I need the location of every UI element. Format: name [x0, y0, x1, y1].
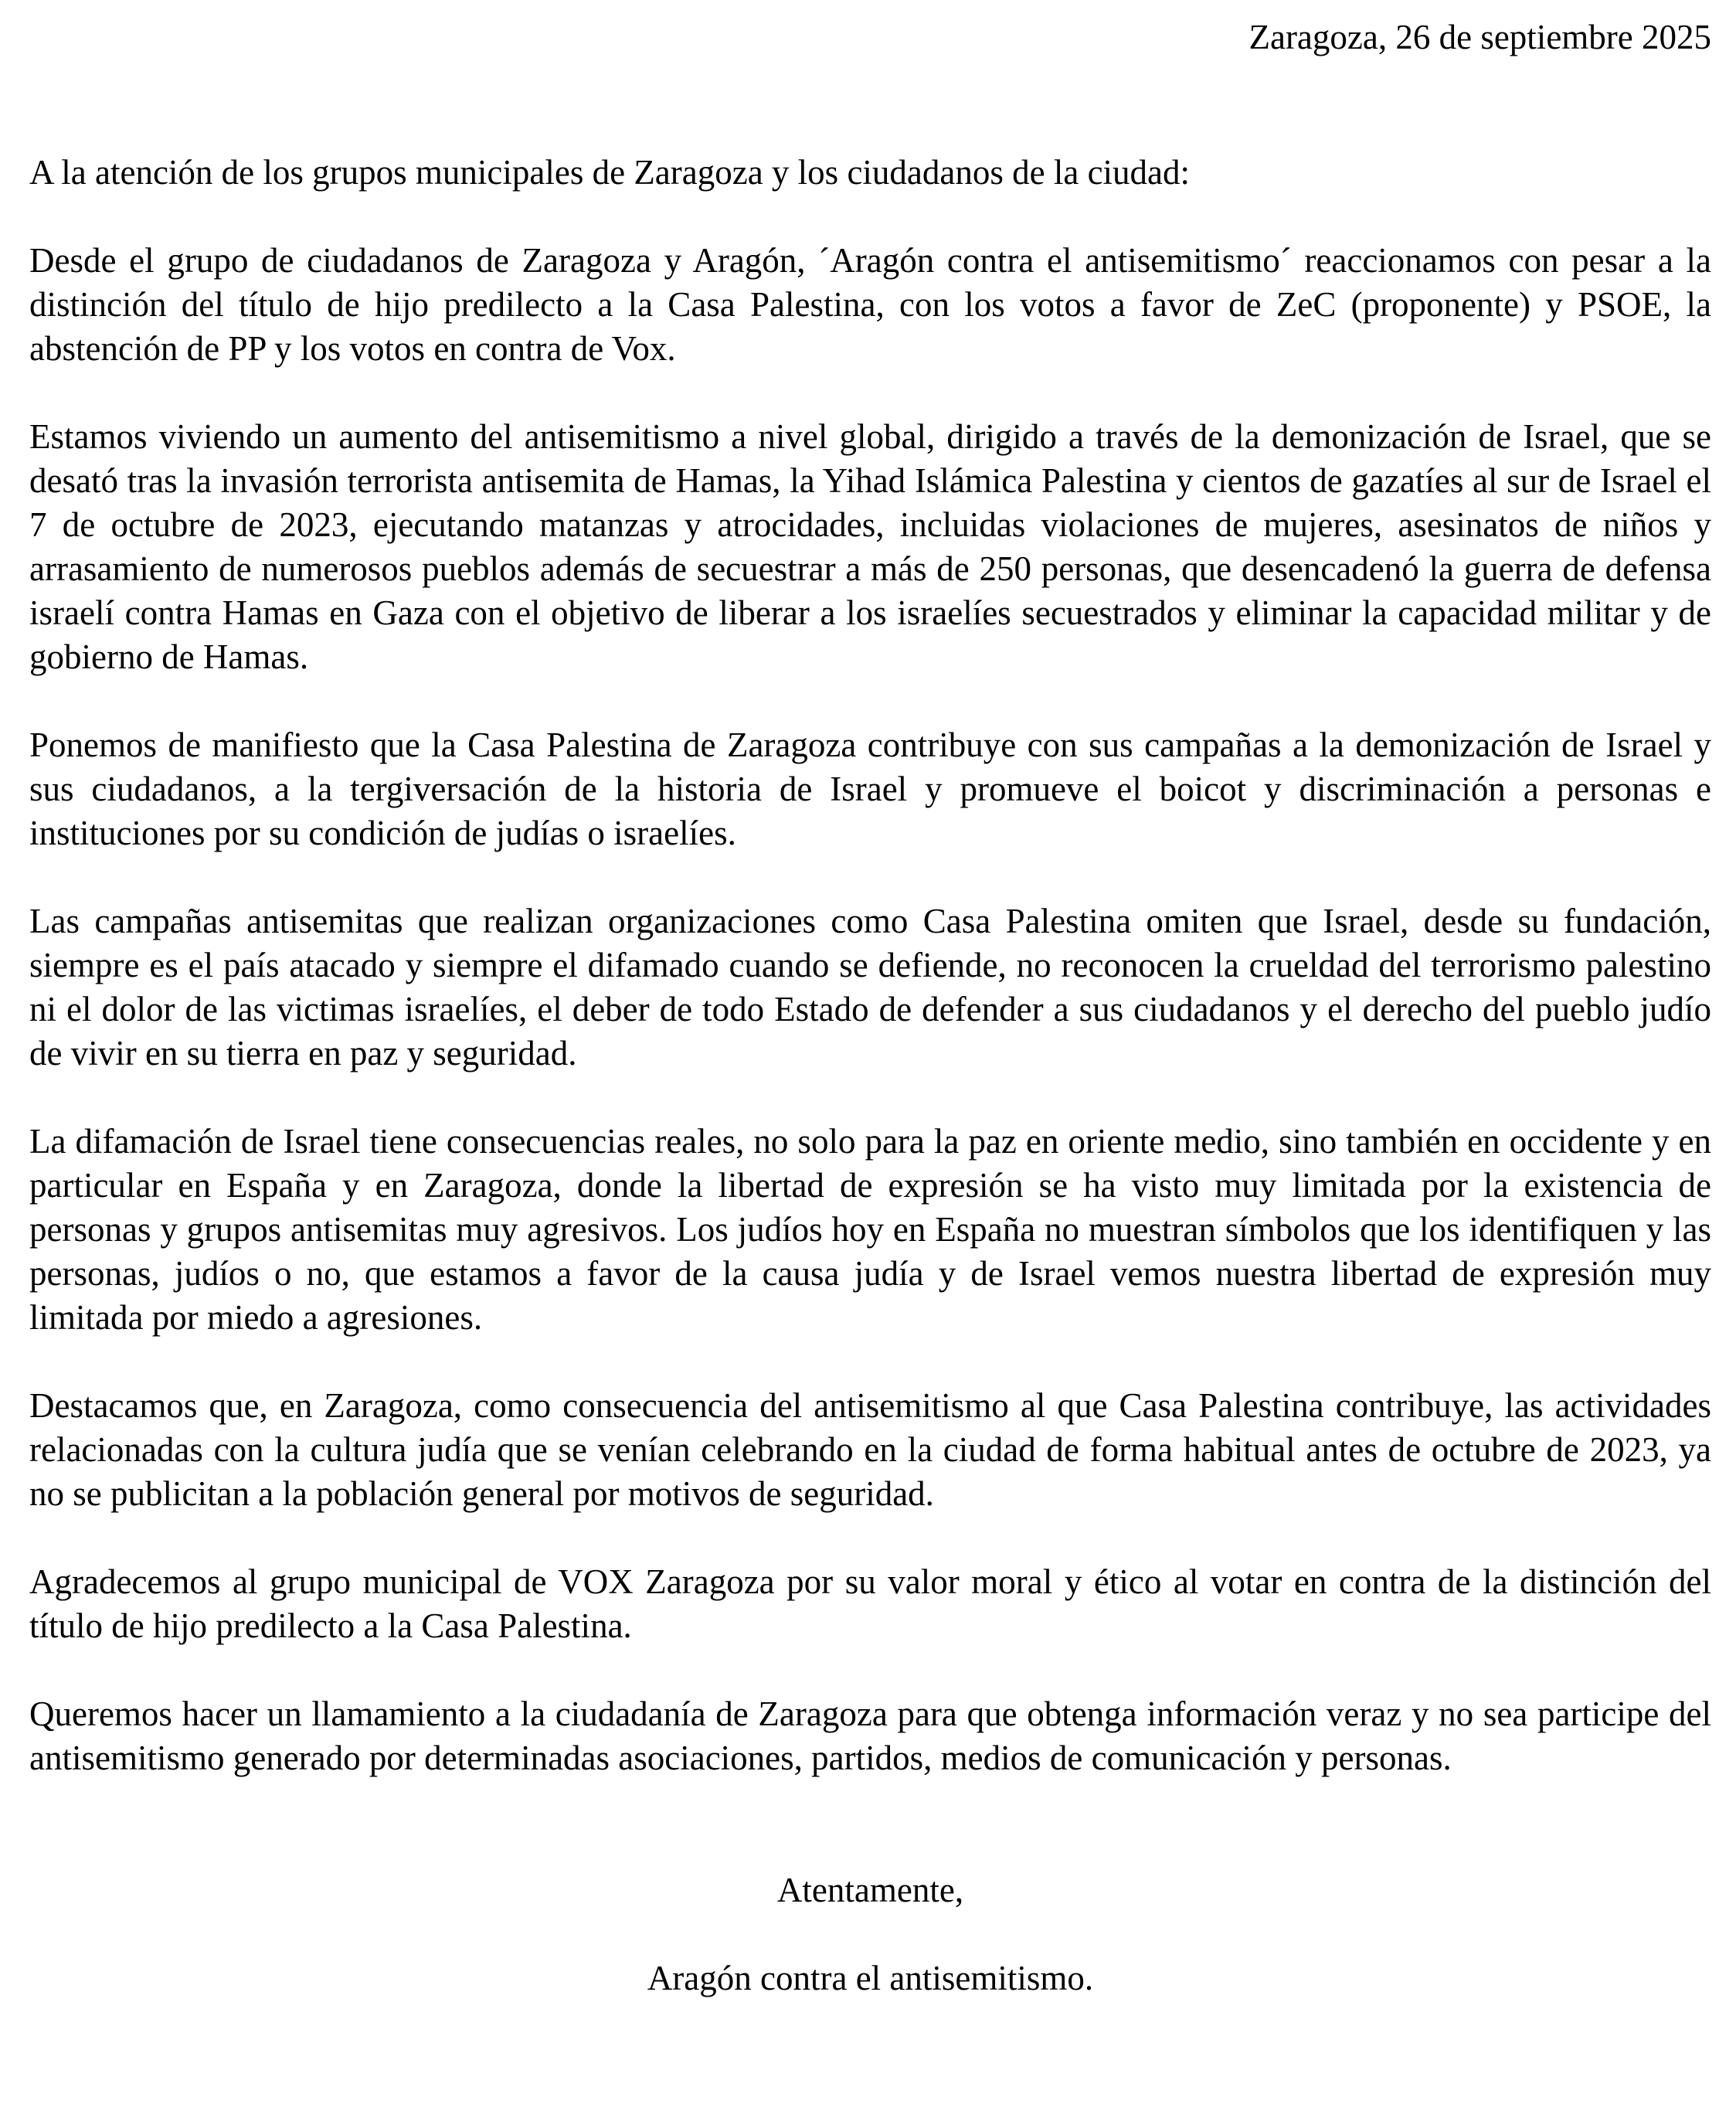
paragraph-thanks-vox: Agradecemos al grupo municipal de VOX Zaragoza por su valor moral y ético al votar en contra de la distinción del título de hijo predilecto a la Casa Palestina.: [29, 1562, 1711, 1645]
paragraph-zaragoza-activities: Destacamos que, en Zaragoza, como consecuencia del antisemitismo al que Casa Palestina contribuye, las actividades relacionadas con la cultura judía que se venían celebrando en la ciudad de forma habitual antes de octubre de 2023, ya no se publicitan a la población general por motivos de seguridad.: [29, 1386, 1711, 1513]
closing: Atentamente,: [776, 1871, 964, 1909]
salutation: A la atención de los grupos municipales de Zaragoza y los ciudadanos de la ciudad:: [29, 153, 1191, 192]
paragraph-call-to-citizens: Queremos hacer un llamamiento a la ciudadanía de Zaragoza para que obtenga información veraz y no sea participe del antisemitismo generado por determinadas asociaciones, partidos, medios de comunicación y personas.: [29, 1695, 1711, 1777]
paragraph-reaction-vote: Desde el grupo de ciudadanos de Zaragoza y Aragón, ´Aragón contra el antisemitismo´ reaccionamos con pesar a la distinción del título de hijo predilecto a la Casa Palestina, con los votos a favor de ZeC (proponente) y PSOE, la abstención de PP y los votos en contra de Vox.: [29, 241, 1711, 368]
paragraph-consequences: La difamación de Israel tiene consecuencias reales, no solo para la paz en oriente medio, sino también en occidente y en particular en España y en Zaragoza, donde la libertad de expresión se ha visto muy limitada por la existencia de personas y grupos antisemitas muy agresivos. Los judíos hoy en España no muestran símbolos que los identifiquen y las personas, judíos o no, que estamos a favor de la causa judía y de Israel vemos nuestra libertad de expresión muy limitada por miedo a agresiones.: [29, 1122, 1711, 1337]
date-line: Zaragoza, 26 de septiembre 2025: [1248, 18, 1711, 56]
paragraph-global-antisemitism: Estamos viviendo un aumento del antisemitismo a nivel global, dirigido a través de la demonización de Israel, que se desató tras la invasión terrorista antisemita de Hamas, la Yihad Islámica Palestina y cientos de gazatíes al sur de Israel el 7 de octubre de 2023, ejecutando matanzas y atrocidades, incluidas violaciones de mujeres, asesinatos de niños y arrasamiento de numerosos pueblos además de secuestrar a más de 250 personas, que desencadenó la guerra de defensa israelí contra Hamas en Gaza con el objetivo de liberar a los israelíes secuestrados y eliminar la capacidad militar y de gobierno de Hamas.: [29, 417, 1711, 676]
paragraph-casa-palestina-campaigns: Ponemos de manifiesto que la Casa Palestina de Zaragoza contribuye con sus campañas a la demonización de Israel y sus ciudadanos, a la tergiversación de la historia de Israel y promueve el boicot y discriminación a personas e instituciones por su condición de judías o israelíes.: [29, 726, 1711, 852]
signature: Aragón contra el antisemitismo.: [647, 1959, 1094, 1997]
paragraph-omissions: Las campañas antisemitas que realizan organizaciones como Casa Palestina omiten que Israel, desde su fundación, siempre es el país atacado y siempre el difamado cuando se defiende, no reconocen la crueldad del terrorismo palestino ni el dolor de las victimas israelíes, el deber de todo Estado de defender a sus ciudadanos y el derecho del pueblo judío de vivir en su tierra en paz y seguridad.: [29, 902, 1711, 1072]
